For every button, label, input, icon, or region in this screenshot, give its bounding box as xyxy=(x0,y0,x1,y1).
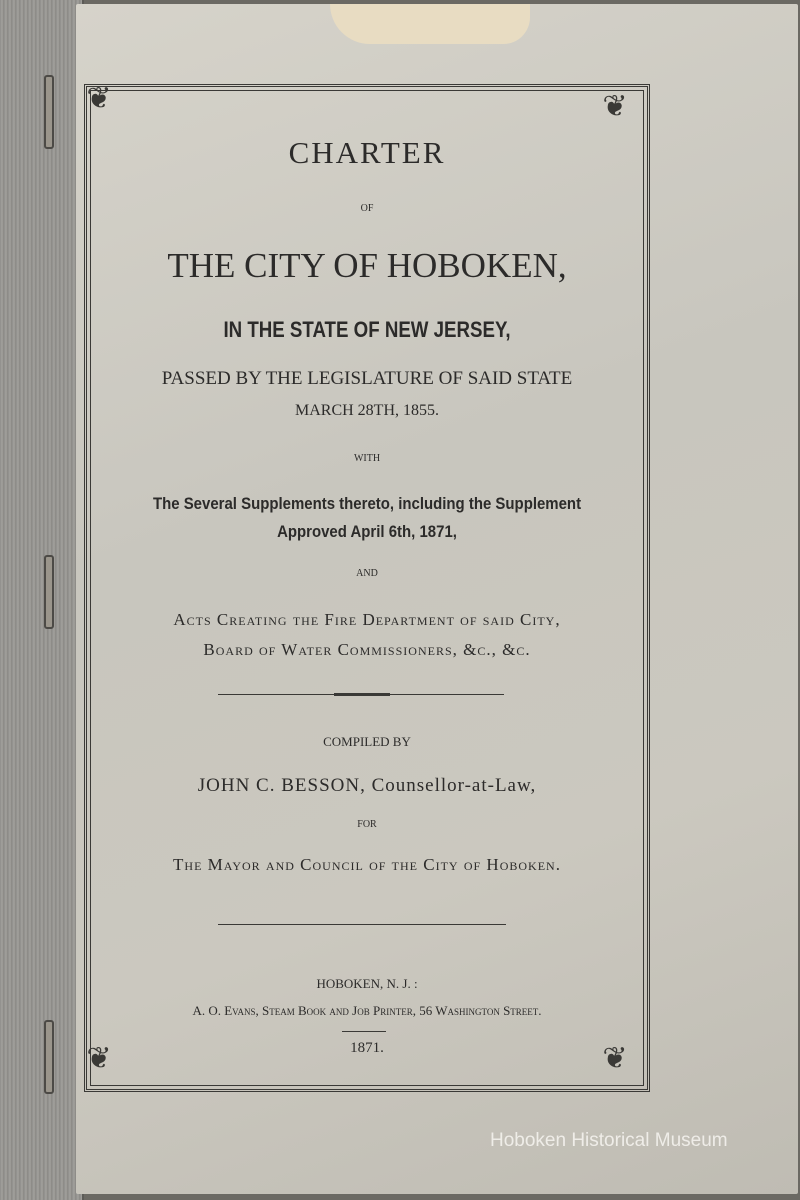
imprint-year: 1871. xyxy=(350,1040,384,1056)
corner-ornament-icon: ❦ xyxy=(602,90,628,123)
acts-line-2: Board of Water Commissioners, &c., &c. xyxy=(203,640,531,659)
title-city: THE CITY OF HOBOKEN, xyxy=(167,246,567,285)
imprint-printer: A. O. Evans, Steam Book and Job Printer, 56 Washington Street. xyxy=(192,1003,542,1018)
book-spine xyxy=(0,0,84,1200)
imprint-place: HOBOKEN, N. J. : xyxy=(316,976,418,991)
supplements-line-1: The Several Supplements thereto, including the Supplement xyxy=(152,494,582,513)
divider xyxy=(334,693,390,696)
compiled-by-label: COMPILED BY xyxy=(323,734,411,749)
decorative-border xyxy=(84,84,650,1092)
corner-ornament-icon: ❦ xyxy=(602,1042,628,1075)
staple xyxy=(44,1020,54,1094)
torn-paper xyxy=(330,4,530,44)
title-of: OF xyxy=(360,203,374,214)
with-label: WITH xyxy=(353,453,381,464)
corner-ornament-icon: ❦ xyxy=(86,82,112,115)
divider xyxy=(218,924,506,925)
title-state: IN THE STATE OF NEW JERSEY, xyxy=(223,317,511,342)
watermark: Hoboken Historical Museum xyxy=(490,1130,728,1151)
title-date: MARCH 28TH, 1855. xyxy=(294,402,439,419)
divider xyxy=(342,1031,386,1032)
author: JOHN C. BESSON, Counsellor-at-Law, xyxy=(197,775,537,796)
staple xyxy=(44,555,54,629)
title-passed: PASSED BY THE LEGISLATURE OF SAID STATE xyxy=(161,368,573,389)
acts-line-1: Acts Creating the Fire Department of said City, xyxy=(173,610,561,629)
supplements-line-2: Approved April 6th, 1871, xyxy=(277,522,457,541)
title-charter: CHARTER xyxy=(288,135,446,170)
and-label: AND xyxy=(356,568,378,579)
corner-ornament-icon: ❦ xyxy=(86,1042,112,1075)
client: The Mayor and Council of the City of Hoboken. xyxy=(173,855,561,874)
staple xyxy=(44,75,54,149)
for-label: FOR xyxy=(357,819,377,830)
